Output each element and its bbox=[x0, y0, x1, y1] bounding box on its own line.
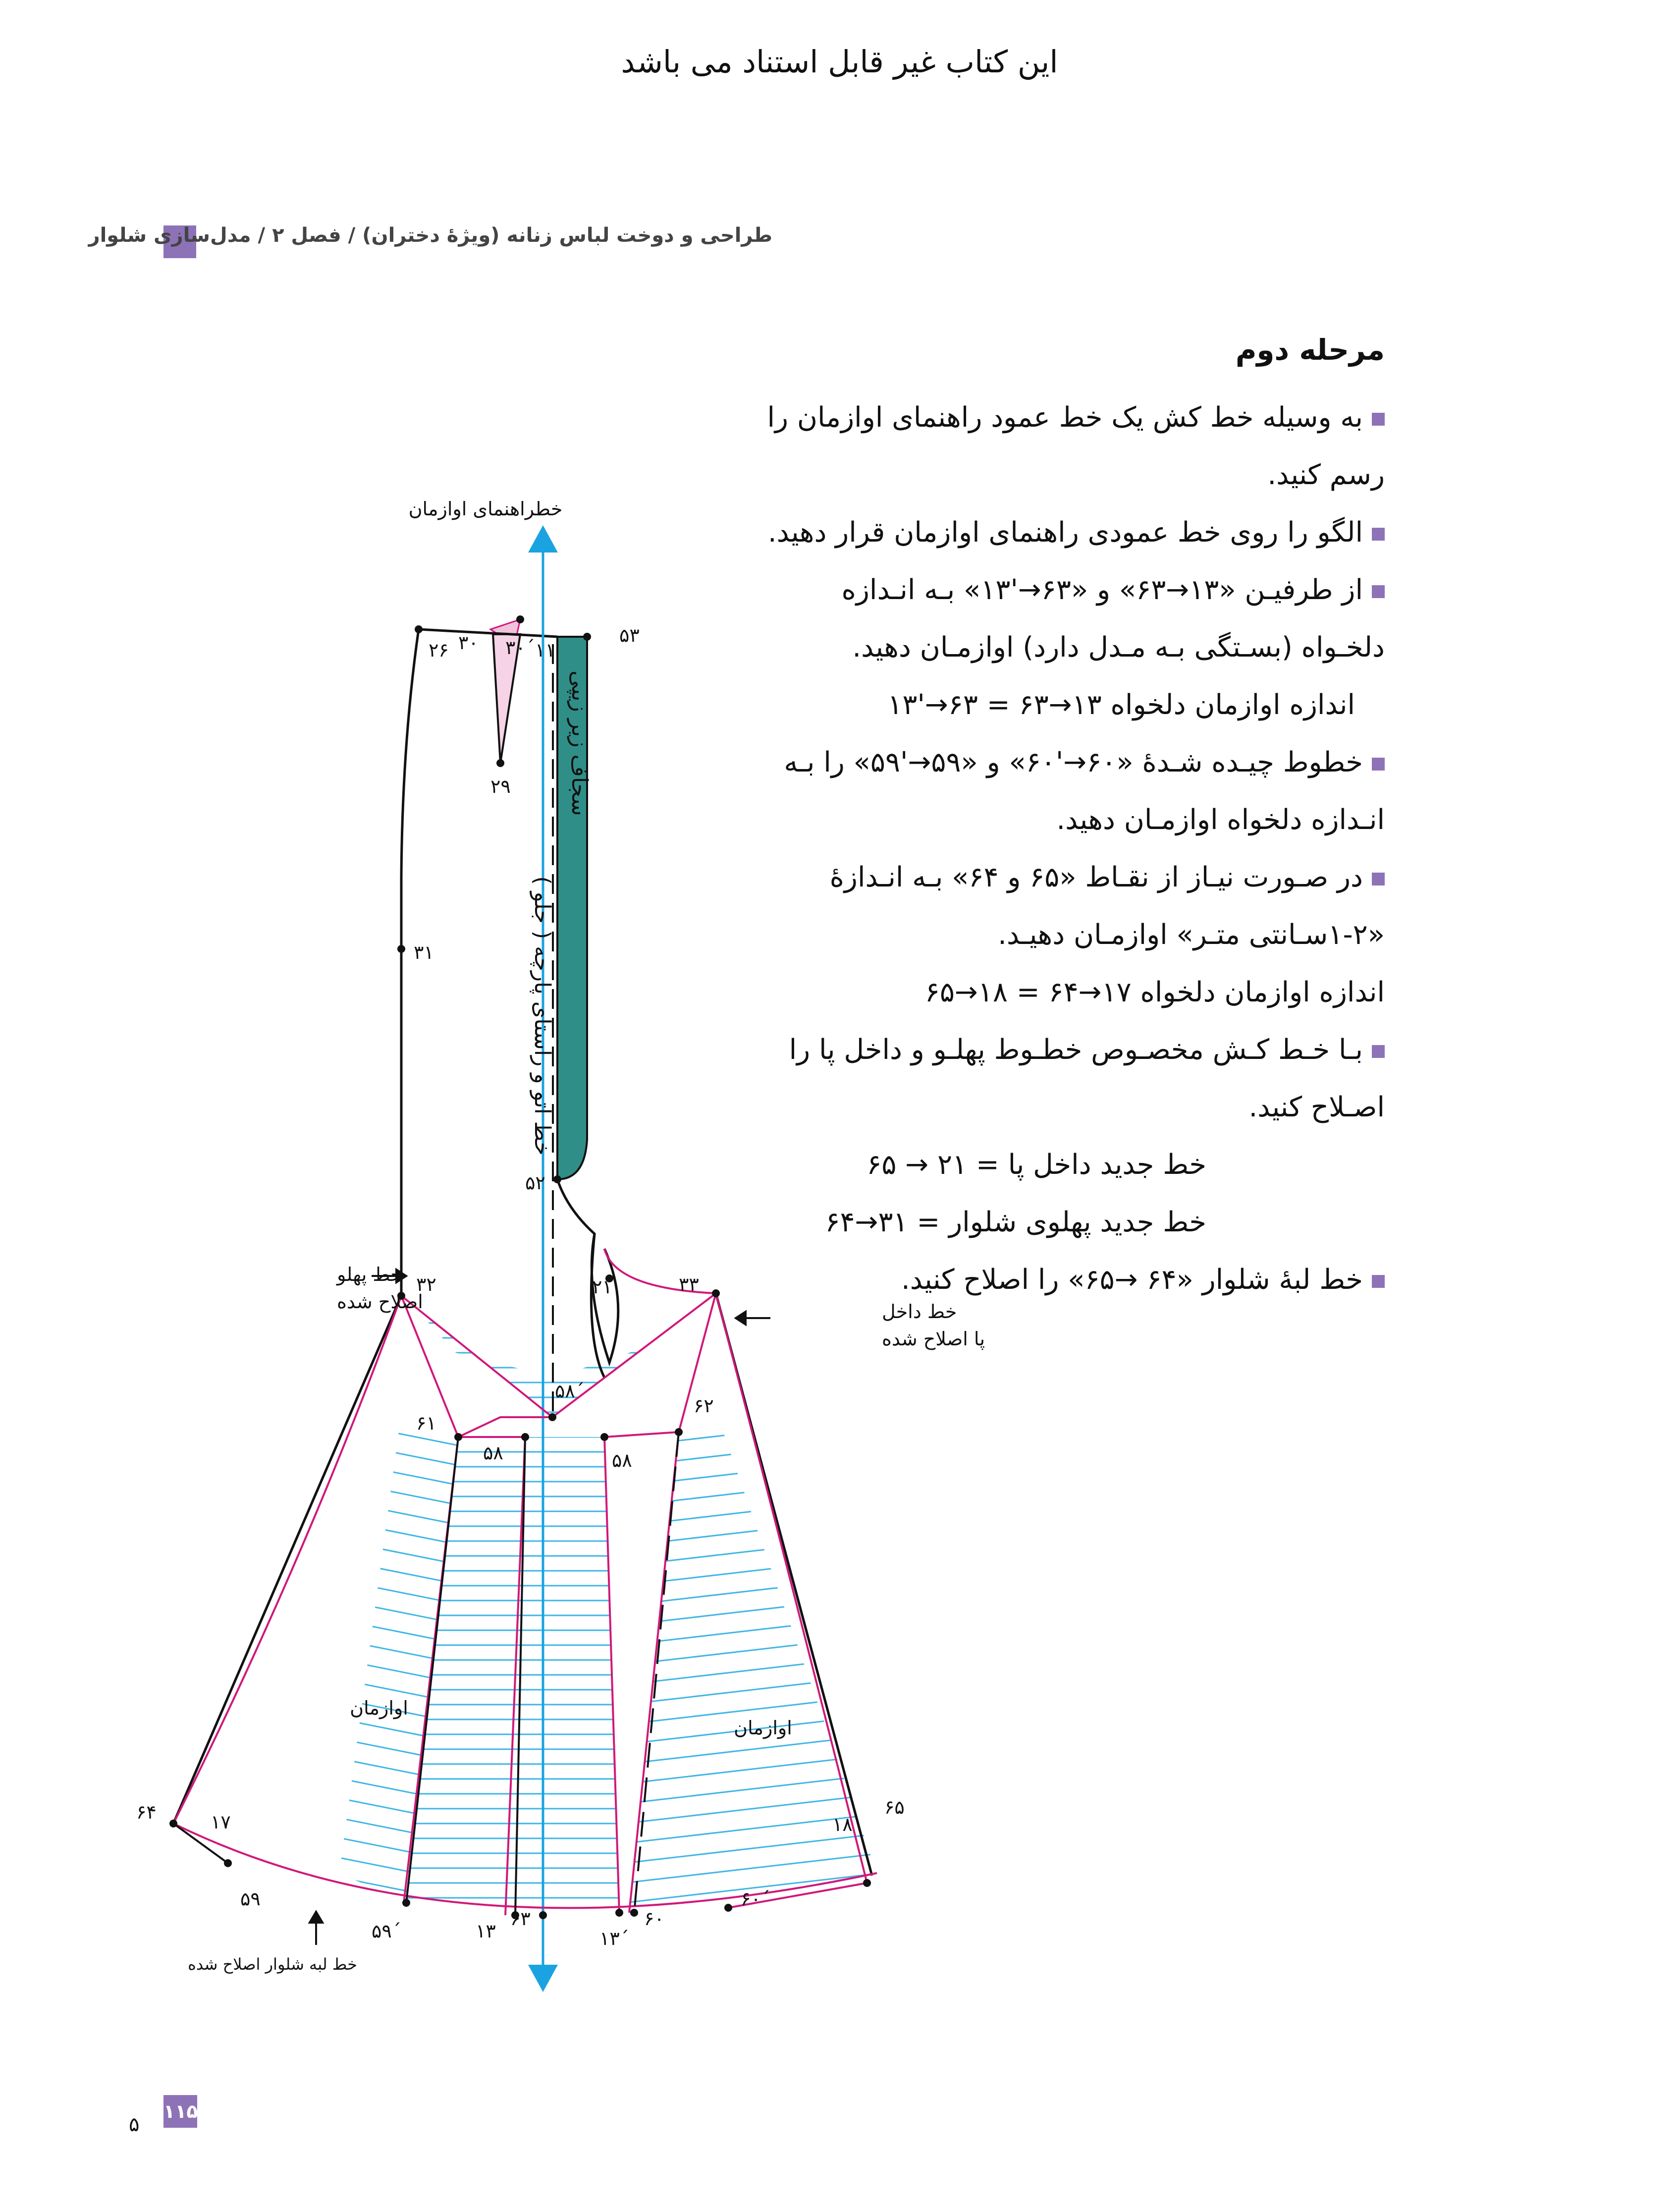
point-label: ۲۶ bbox=[429, 639, 449, 661]
point-label: ۲۱ bbox=[592, 1276, 612, 1298]
instruction-paragraph: در صـورت نیـاز از نقـاط «۶۵ و ۶۴» بـه انـدازهٔ «۲-۱سـانتی متـر» اوازمـان دهیـد. bbox=[829, 861, 1385, 951]
formula-line: اندازه اوازمان دلخواه ۱۳→۶۳ = ۶۳→'۱۳ bbox=[887, 689, 1355, 721]
flare-label-right: اوازمان bbox=[734, 1717, 792, 1739]
point-label: ۱۱ bbox=[535, 639, 555, 661]
flare-label-left: اوازمان bbox=[350, 1697, 408, 1719]
bullet-icon bbox=[1372, 1275, 1385, 1288]
arrow-left-icon bbox=[736, 1312, 746, 1325]
trouser-pattern-diagram bbox=[109, 446, 1050, 2032]
point-label: ۵۸ bbox=[612, 1449, 632, 1471]
guide-label: خطراهنمای اوازمان bbox=[408, 498, 563, 520]
bullet-icon bbox=[1372, 585, 1385, 598]
panel-seams bbox=[173, 1432, 679, 1915]
page-number: ۱۱۵ bbox=[163, 2095, 197, 2128]
facing-label: سجاف زیر زیپی bbox=[567, 670, 592, 816]
side-label-1: خط پهلو bbox=[337, 1264, 402, 1285]
bullet-icon bbox=[1372, 528, 1385, 541]
instruction-paragraph: از طرفیـن «۱۳→۶۳» و «۶۳→'۱۳» بـه انـدازه دلخـواه (بسـتگی بـه مـدل دارد) اوازمـان دهید. bbox=[841, 574, 1385, 664]
bullet-icon bbox=[1372, 758, 1385, 771]
point-label: ۵۹ bbox=[240, 1888, 261, 1910]
instruction-paragraph: به وسیله خط کش یک خط عمود راهنمای اوازمان را رسم کنید. bbox=[767, 401, 1385, 491]
running-head: طراحی و دوخت لباس زنانه (ویژهٔ دختران) / فصل ۲ / مدل‌سازی شلوار bbox=[88, 224, 772, 247]
point-label: ۱۷ bbox=[211, 1811, 231, 1833]
point-label: ۶۳ bbox=[510, 1908, 531, 1930]
formula-line: خط جدید داخل پا = ۲۱ → ۶۵ bbox=[867, 1149, 1206, 1181]
point-label: ۶۴ bbox=[136, 1801, 157, 1823]
arrow-up-icon bbox=[310, 1912, 323, 1923]
point-label: ۵۳ bbox=[619, 624, 640, 646]
point-label: ۳۳ bbox=[679, 1273, 699, 1295]
point-label: ۵۲ bbox=[525, 1172, 545, 1194]
point-label: ۵۹´ bbox=[372, 1920, 401, 1942]
folio-number: ۵ bbox=[129, 2113, 140, 2136]
point-label: ۶۵ bbox=[884, 1796, 905, 1818]
point-label: ۳۰´ bbox=[505, 637, 535, 659]
point-label: ۲۹ bbox=[490, 775, 511, 797]
point-label: ۶۰ bbox=[644, 1908, 664, 1930]
point-label: ۶۲ bbox=[694, 1395, 714, 1417]
inseam-label-1: خط داخل bbox=[882, 1301, 957, 1323]
point-label: ۳۱ bbox=[414, 941, 434, 963]
bullet-icon bbox=[1372, 873, 1385, 885]
bullet-icon bbox=[1372, 413, 1385, 426]
arrow-up-icon bbox=[528, 525, 558, 553]
point-label: ۱۸ bbox=[832, 1814, 853, 1835]
arrow-down-icon bbox=[528, 1965, 558, 1992]
point-label: ۱۳´ bbox=[599, 1928, 629, 1949]
formula-line: خط جدید پهلوی شلوار = ۳۱→۶۴ bbox=[825, 1206, 1206, 1238]
formula-line: اندازه اوازمان دلخواه ۱۷→۶۴ = ۱۸→۶۵ bbox=[924, 976, 1385, 1008]
bullet-icon bbox=[1372, 1045, 1385, 1058]
disclaimer-header: این کتاب غیر قابل استناد می باشد bbox=[621, 44, 1058, 80]
section-title: مرحله دوم bbox=[1235, 333, 1385, 367]
point-label: ۶۰´ bbox=[741, 1888, 770, 1910]
point-label: ۵۸´ bbox=[555, 1380, 585, 1402]
instruction-paragraph: خطوط چیـده شـدهٔ «۶۰→'۶۰» و «۵۹→'۵۹» را بـه انـدازه دلخواه اوازمـان دهید. bbox=[784, 746, 1385, 836]
instruction-paragraph: بـا خـط کـش مخصـوص خطـوط پهلـو و داخل پا را اصـلاح کنید. bbox=[789, 1034, 1385, 1123]
point-label: ۶۱ bbox=[416, 1412, 436, 1434]
instruction-paragraph: الگو را روی خط عمودی راهنمای اوازمان قرار دهید. bbox=[765, 504, 1385, 561]
point-label: ۳۲ bbox=[416, 1273, 436, 1295]
grain-label: خط اتو و راستای پارچه ( جلو ) bbox=[530, 876, 555, 1156]
instruction-paragraph: خط لبهٔ شلوار «۶۴ →۶۵» را اصلاح کنید. bbox=[765, 1251, 1385, 1309]
side-label-2: اصلاح شده bbox=[337, 1291, 423, 1313]
point-label: ۱۳ bbox=[476, 1920, 496, 1942]
inseam-label-2: پا اصلاح شده bbox=[882, 1328, 985, 1350]
point-label: ۵۸ bbox=[483, 1442, 503, 1464]
hem-label: خط لبه شلوار اصلاح شده bbox=[188, 1955, 357, 1974]
point-label: ۳۰ bbox=[458, 632, 479, 654]
